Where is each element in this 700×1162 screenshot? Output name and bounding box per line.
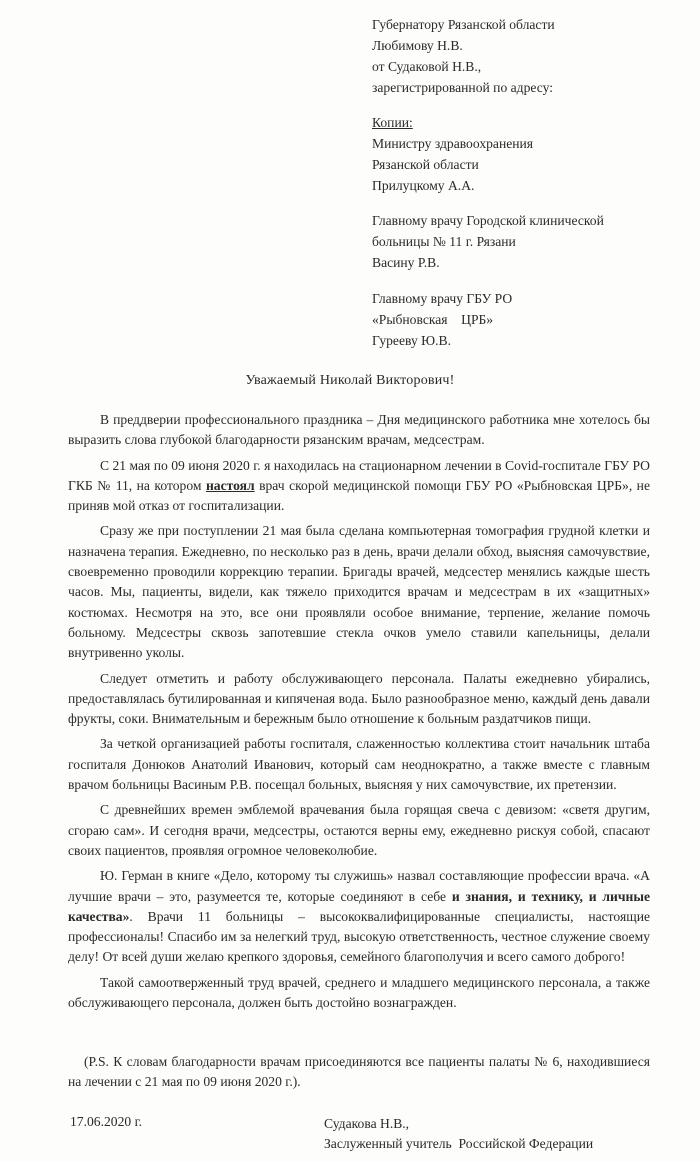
copy-line: «Рыбновская ЦРБ» [372,312,494,327]
signer-title: Заслуженный учитель Российской Федерации [324,1136,594,1152]
paragraph: Сразу же при поступлении 21 мая была сделана компьютерная томография грудной клетки и назначена терапия. Ежедневно, по несколько раз в день, врачи делали обход, выясняя самочувствие, своевременно проводили коррекцию терапии. Бригады врачей, медсестер менялись каждые шесть часов. Мы, пациенты, видели, как тяжело приходится врачам и медсестрам в их «защитных» костюмах. Несмотря на это, все они проявляли особое внимание, терпение, желание помочь больному. Медсестры сквозь запотевшие стекла очков умело ставили капельницы, делали внутривенно уколы. [68,523,650,661]
addressee-line: Любимову Н.В. [372,38,463,53]
paragraph [68,456,650,517]
addressee-block [372,14,555,98]
emphasis-text: настоял [205,477,255,493]
paragraph: За четкой организацией работы госпиталя, слаженностью коллектива стоит начальник штаба госпиталя Донюков Анатолий Иванович, который сам неоднократно, а также вместе с главным врачом больницы Васиным Р.В. посещал больных, выясняя у них самочувствие, их претензии. [68,736,650,793]
paragraph: С древнейших времен эмблемой врачевания была горящая свеча с девизом: «светя другим, сгораю сам». И сегодня врачи, медсестры, остаются верны ему, ежедневно рискуя собой, спасают своих пациентов, проявляя огромное человеколюбие. [68,802,650,858]
paragraph [68,866,650,967]
letter-date: 17.06.2020 г. [70,1114,143,1129]
text-span: врач скорой медицинской помощи ГБУ РО «Рыбновская ЦРБ», не приняв мой отказ от госпитализации. [68,477,650,514]
copy-line: Васину Р.В. [372,255,440,270]
signature-block [324,1114,593,1155]
addressee-line: зарегистрированной по адресу: [372,80,554,95]
copy-line: Главному врачу Городской клинической [372,213,604,228]
addressee-line: от Судаковой Н.В., [372,59,482,74]
copy-line: Гурееву Ю.В. [372,333,451,348]
emphasis-text: и знания, и технику, и личные качества» [68,888,650,924]
copy-line: Прилуцкому А.А. [372,178,475,193]
copy-line: Министру здравоохранения [372,136,534,151]
paragraph: Такой самоотверженный труд врачей, среднего и младшего медицинского персонала, а также обслуживающего персонала, должен быть достойно вознагражден. [68,974,650,1011]
copies-block-hospital [372,210,604,273]
letter-body [68,410,650,1018]
paragraph: Следует отметить и работу обслуживающего персонала. Палаты ежедневно убирались, предоставлялась бутилированная и кипяченая вода. Было разнообразное меню, каждый день давали фрукты, соки. Внимательным и бережным было отношение к больным раздатчиков пищи. [68,670,650,727]
text-span: С 21 мая по 09 июня 2020 г. я находилась на стационарном лечении в Covid-госпитале ГБУ РО ГКБ № 11, на котором [68,457,650,493]
copies-block-ministry [372,112,533,196]
postscript-text: (P.S. К словам благодарности врачам присоединяются все пациенты палаты № 6, находившиеся на лечении с 21 мая по 09 июня 2020 г.). [68,1054,650,1090]
copy-line: Главному врачу ГБУ РО [372,291,513,306]
copy-line: Рязанской области [372,157,479,172]
copies-label: Копии: [372,115,413,130]
postscript [68,1052,650,1093]
text-span: Ю. Герман в книге «Дело, которому ты служишь» назвал составляющие профессии врача. «А лучшие врачи – это, разумеется те, которые соединяют в себе [68,868,650,904]
copy-line: больницы № 11 г. Рязани [372,234,516,249]
copies-block-crb [372,288,512,351]
signer-name: Судакова Н.В., [324,1116,410,1131]
greeting: Уважаемый Николай Викторович! [245,373,455,388]
text-span: . Врачи 11 больницы – высококвалифицированные специалисты, настоящие профессионалы! Спасибо им за нелегкий труд, высокую ответственность, честное служение своему делу! От всей души желаю крепкого здоровья, семейного благополучия и всего самого доброго! [68,908,650,965]
addressee-line: Губернатору Рязанской области [372,17,555,32]
paragraph: В преддверии профессионального праздника – Дня медицинского работника мне хотелось бы выразить слова глубокой благодарности рязанским врачам, медсестрам. [68,412,650,448]
